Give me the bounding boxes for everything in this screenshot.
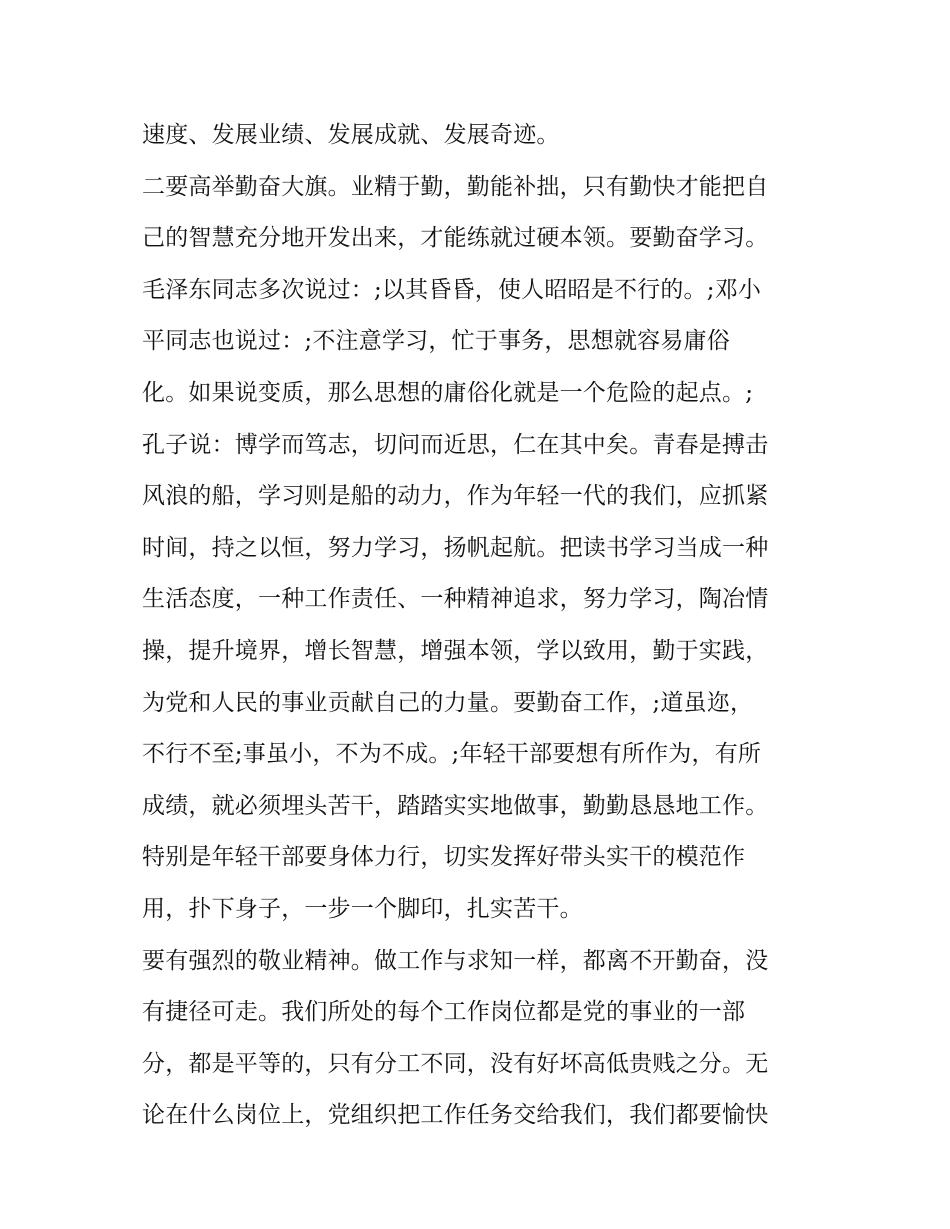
text-line: 为党和人民的事业贡献自己的力量。要勤奋工作，;道虽迩， (142, 689, 754, 716)
body-text (142, 110, 822, 1142)
text-line: 成绩，就必须埋头苦干，踏踏实实地做事，勤勤恳恳地工作。 (142, 792, 769, 819)
text-line: 化。如果说变质，那么思想的庸俗化就是一个危险的起点。; (142, 379, 754, 406)
text-line: 速度、发展业绩、发展成就、发展奇迹。 (142, 122, 560, 148)
text-line: 不行不至;事虽小，不为不成。;年轻干部要想有所作为，有所 (142, 741, 762, 768)
text-line: 平同志也说过：;不注意学习，忙于事务，思想就容易庸俗 (142, 328, 730, 355)
text-line: 要有强烈的敬业精神。做工作与求知一样，都离不开勤奋，没 (142, 947, 769, 974)
text-line: 毛泽东同志多次说过：;以其昏昏，使人昭昭是不行的。;邓小 (142, 276, 762, 303)
text-line: 论在什么岗位上，党组织把工作任务交给我们，我们都要愉快 (142, 1102, 769, 1129)
text-line: 孔子说：博学而笃志，切问而近思，仁在其中矣。青春是搏击 (142, 431, 769, 458)
text-line: 分，都是平等的，只有分工不同，没有好坏高低贵贱之分。无 (142, 1050, 769, 1077)
text-line: 风浪的船，学习则是船的动力，作为年轻一代的我们，应抓紧 (142, 483, 769, 510)
text-line: 时间，持之以恒，努力学习，扬帆起航。把读书学习当成一种 (142, 534, 769, 561)
text-line: 有捷径可走。我们所处的每个工作岗位都是党的事业的一部 (142, 999, 746, 1026)
text-line: 特别是年轻干部要身体力行，切实发挥好带头实干的模范作 (142, 844, 746, 871)
text-line: 二要高举勤奋大旗。业精于勤，勤能补拙，只有勤快才能把自 (142, 173, 769, 200)
text-line: 己的智慧充分地开发出来，才能练就过硬本领。要勤奋学习。 (142, 225, 769, 252)
text-line: 操，提升境界，增长智慧，增强本领，学以致用，勤于实践， (142, 637, 769, 664)
text-line: 用，扑下身子，一步一个脚印，扎实苦干。 (142, 895, 583, 922)
text-line: 生活态度，一种工作责任、一种精神追求，努力学习，陶冶情 (142, 586, 769, 613)
